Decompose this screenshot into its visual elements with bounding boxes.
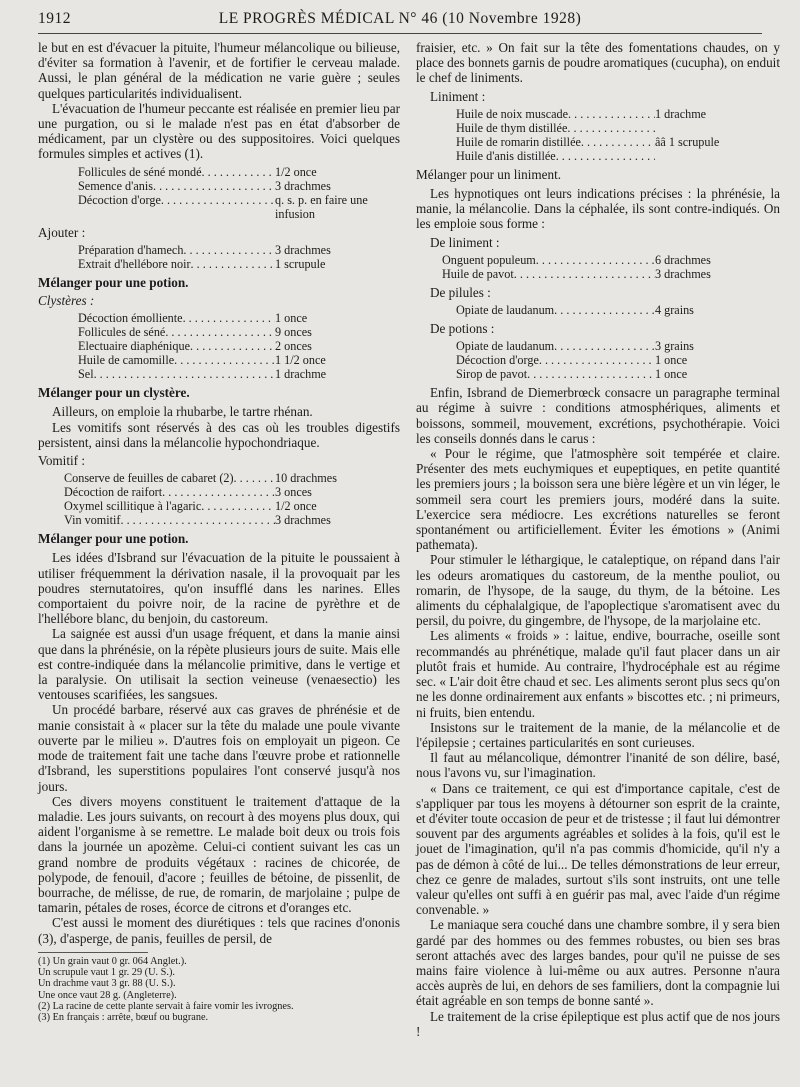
header-rule: [38, 33, 762, 34]
formula-instruction: Mélanger pour un liniment.: [416, 166, 562, 182]
paragraph: Ailleurs, on emploie la rhubarbe, le tartre rhénan.: [52, 404, 313, 420]
paragraph: Les idées d'Isbrand sur l'évacuation de la pituite le poussaient à utiliser fréquemment la dérivation nasale, il la provoquait par les poudres sternutatoires, qu'on insufflé dans les narines. Elles comportaient du poivre noir, de la racine de pyrèthre et de l'hellébore blanc, du benjoin, du castoreum.: [38, 550, 400, 627]
leader-dots: [234, 471, 275, 485]
formula-row: [416, 121, 780, 135]
leader-dots: [190, 339, 275, 353]
paragraph: « Pour le régime, que l'atmosphère soit tempérée et claire. Présenter des mets euchymiques et eupeptiques, en petite quantité les premiers jours ; la boisson sera une bière légère et un vin léger, le sommeil sera court les premiers jours, modéré dans la suite. L'exercice sera médiocre. Les excrétions naturelles se feront spontanément ou artificiellement. Éviter les émotions » (Animi pathemata).: [416, 446, 780, 553]
ingredient-quantity: 10 drachmes: [275, 471, 337, 486]
ingredient-name: Huile de pavot: [442, 266, 514, 281]
paragraph: Il faut au mélancolique, démontrer l'inanité de son délire, basé, nous l'avons vu, sur l'imagination.: [416, 750, 780, 781]
formula-row: [38, 325, 400, 339]
ingredient-name: Semence d'anis: [78, 178, 153, 193]
ingredient-name: Huile de romarin distillée: [456, 134, 581, 149]
leader-dots: [202, 165, 275, 179]
formula-additions: [38, 243, 400, 271]
ingredient-quantity: 3 onces: [275, 485, 312, 500]
footnote-rule: [38, 952, 148, 953]
leader-dots: [568, 107, 655, 121]
ingredient-quantity: 1 once: [655, 367, 688, 382]
section-label-clysteres: Clystères :: [38, 293, 95, 309]
leader-dots: [539, 353, 655, 367]
ingredient-quantity: ââ 1 scrupule: [655, 134, 720, 149]
ingredient-quantity: 1 1/2 once: [275, 353, 326, 368]
ingredient-quantity: 3 drachmes: [655, 266, 711, 281]
formula-instruction: Mélanger pour un clystère.: [38, 385, 190, 401]
formula-row: [38, 513, 400, 527]
formula-row: [416, 353, 780, 367]
ingredient-name: Extrait d'hellébore noir: [78, 256, 191, 271]
ingredient-name: Décoction d'orge: [78, 192, 161, 207]
leader-dots: [161, 193, 275, 221]
formula-de-liniment: [416, 253, 780, 281]
paragraph: Les vomitifs sont réservés à des cas où les troubles digestifs persistent, ainsi dans la mélancolie hypochondriaque.: [38, 419, 400, 450]
paragraph: Le maniaque sera couché dans une chambre sombre, il y sera bien gardé par des hommes ou des femmes robustes, ou bien ses bras seront attachés avec des larges bandes, pour qu'il ne puisse de ses mains faire violence à lui-même ou aux autres. Personne n'aura accès auprès de lui, en dehors de ses familiers, dont la compagnie lui était agréable en son temps de bonne santé ».: [416, 917, 780, 1009]
right-column: [416, 40, 780, 1039]
ingredient-quantity: 3 drachmes: [275, 178, 331, 193]
formula-row: [416, 135, 780, 149]
formula-row: [38, 311, 400, 325]
paragraph: le but en est d'évacuer la pituite, l'humeur mélancolique ou bilieuse, d'éviter sa formation à l'avenir, et de fortifier le cerveau malade. Aussi, le plan général de la médication ne varie guère ; seules quelques particularités individualisent.: [38, 40, 400, 101]
formula-row: [38, 471, 400, 485]
leader-dots: [153, 179, 275, 193]
paragraph: Les hypnotiques ont leurs indications précises : la phrénésie, la manie, la mélancolie. Dans la céphalée, ils sont contre-indiqués. On les emploie sous forme :: [416, 186, 780, 232]
paragraph: Enfin, Isbrand de Diemerbrœck consacre un paragraphe terminal au régime à suivre : conditions atmosphériques, aliments et boissons, sommeil, mouvement, excrétions, psychothérapie. Voici les conseils donnés dans le carus :: [416, 385, 780, 446]
formula-de-pilules: [416, 303, 780, 317]
leader-dots: [183, 311, 275, 325]
paragraph: Les aliments « froids » : laitue, endive, bourrache, oseille sont recommandés au phrénétique, malade qu'il faut placer dans un air plutôt frais et humide. Au contraire, l'hydrocéphale est au régime sec. « L'air doit être chaud et sec. Les aliments seront plus secs qu'on ne les donne ordinairement aux enfants » biscottes etc. ; ni primeurs, ni fruits, bien entendu.: [416, 628, 781, 720]
paragraph: fraisier, etc. » On fait sur la tête des fomentations chaudes, on y place des bonnets garnis de poudre aromatiques (cucupha), on enduit le chef de liniments.: [416, 40, 781, 86]
footnote: (1) Un grain vaut 0 gr. 064 Anglet.).: [38, 955, 187, 967]
formula-row: [38, 243, 400, 257]
formula-row: [38, 165, 400, 179]
paragraph: Ces divers moyens constituent le traitement d'attaque de la maladie. Les jours suivants, on recourt à des moyens plus doux, qui aident l'organisme à se remettre. Le malade boit deux ou trois fois dans la journée un apozème. Celui-ci contient suivant les cas un grand nombre de produits végétaux : racines de chicorée, de polypode, de fenouil, d'acore ; feuilles de bétoine, de pissenlit, de bourrache, de mélisse, de rue, de romarin, de marjolaine ; pulpe de tamarin, pétales de roses, écorce de citrons et d'oranges etc.: [38, 793, 400, 916]
formula-row: [416, 253, 780, 267]
leader-dots: [94, 367, 275, 381]
footnote: Un scrupule vaut 1 gr. 29 (U. S.).: [38, 967, 175, 979]
formula-purgative: [38, 165, 400, 221]
ingredient-name: Opiate de laudanum: [456, 339, 555, 354]
page-header: [38, 10, 762, 32]
formula-row: [38, 179, 400, 193]
paragraph: C'est aussi le moment des diurétiques : tels que racines d'ononis (3), d'asperge, de panis, feuilles de persil, de: [38, 915, 400, 946]
ingredient-quantity: 9 onces: [275, 325, 312, 340]
ingredient-name: Préparation d'hamech: [78, 242, 184, 257]
ingredient-name: Sirop de pavot: [456, 367, 528, 382]
footnotes: [38, 956, 400, 1024]
formula-row: [38, 257, 400, 271]
ingredient-quantity: 1/2 once: [275, 164, 317, 179]
leader-dots: [514, 267, 655, 281]
formula-row: [416, 107, 780, 121]
section-label-liniment: Liniment :: [430, 88, 486, 104]
footnote: (3) En français : arrête, bœuf ou bugrane.: [38, 1012, 209, 1024]
formula-row: [38, 193, 400, 221]
ingredient-name: Follicules de séné: [78, 325, 166, 340]
leader-dots: [567, 121, 655, 135]
ingredient-quantity: 6 drachmes: [655, 252, 711, 267]
formula-vomitif: [38, 471, 400, 527]
formula-row: [38, 485, 400, 499]
ingredient-name: Huile de noix muscade: [456, 106, 569, 121]
ingredient-quantity: [655, 121, 780, 135]
ingredient-name: Huile de thym distillée: [456, 120, 568, 135]
leader-dots: [120, 513, 275, 527]
formula-instruction: Mélanger pour une potion.: [38, 531, 189, 547]
leader-dots: [527, 367, 655, 381]
paragraph: L'évacuation de l'humeur peccante est réalisée en premier lieu par une purgation, ou si le malade n'est pas en état d'absorber de médicament, par un clystère ou des suppositoires. Voici quelques formules simples et actives (1).: [38, 100, 400, 162]
formula-label: Ajouter :: [38, 224, 86, 240]
section-label-de-potions: De potions :: [430, 321, 495, 337]
leader-dots: [183, 243, 275, 257]
ingredient-name: Décoction d'orge: [456, 353, 539, 368]
leader-dots: [174, 353, 275, 367]
formula-row: [416, 267, 780, 281]
formula-liniment: [416, 107, 780, 163]
paragraph: « Dans ce traitement, ce qui est d'importance capitale, c'est de s'appliquer par tous les moyens à détourner son esprit de la crainte, et d'éviter toute occasion de peur et de tristesse ; il faut lui démontrer souvent par des arguments agréables et solides à la fois, qu'il est le jouet de l'imagination, qu'il n'a pas commis d'homicide, qu'il n'y a pas de démon à côté de lui... De telles démonstrations de leur erreur, chez ce genre de malades, surtout s'ils sont instruits, ont une telle valeur qu'elles ont suffi à en guérir pas mal, avec l'aide d'un régime convenable. »: [416, 780, 780, 918]
ingredient-quantity: 3 drachmes: [275, 242, 331, 257]
leader-dots: [536, 253, 655, 267]
ingredient-name: Oxymel scillitique à l'agaric: [64, 499, 202, 514]
ingredient-name: Electuaire diaphénique: [78, 339, 191, 354]
ingredient-quantity: 3 grains: [655, 339, 694, 354]
ingredient-quantity: 1 once: [275, 311, 308, 326]
ingredient-quantity: [655, 149, 780, 163]
ingredient-name: Huile d'anis distillée: [456, 148, 556, 163]
paragraph: Un procédé barbare, réservé aux cas graves de phrénésie et de manie consistait à « placer sur la tête du malade une poule vivante ouverte par le milieu ». D'autres fois on employait un pigeon. Ce mode de traitement fait une tache dans l'œuvre probe et rationnelle d'Isbrand, les superstitions populaires l'ont conservé jusqu'à nos jours.: [38, 702, 400, 794]
paragraph: Le traitement de la crise épileptique est plus actif que de nos jours !: [416, 1008, 780, 1039]
ingredient-name: Opiate de laudanum: [456, 303, 555, 318]
ingredient-quantity: 1 once: [655, 353, 688, 368]
leader-dots: [556, 149, 655, 163]
ingredient-name: Décoction émolliente: [78, 311, 183, 326]
leader-dots: [162, 485, 275, 499]
footnote: (2) La racine de cette plante servait à faire vomir les ivrognes.: [38, 1000, 294, 1012]
paragraph: La saignée est aussi d'un usage fréquent, et dans la manie ainsi que dans la phrénésie, on la répète plusieurs jours de suite. Mais elle est contre-indiquée dans la mélancolie primitive, dans le vertige et la paralysie. On utilisait la section veineuse (venaesectio) les ventouses scarifiées, les sangsues.: [38, 626, 400, 703]
ingredient-name: Huile de camomille: [78, 353, 175, 368]
ingredient-quantity: 1 drachme: [275, 367, 327, 382]
formula-row: [38, 339, 400, 353]
ingredient-name: Vin vomitif: [64, 513, 121, 528]
paragraph: Insistons sur le traitement de la manie, de la mélancolie et de l'épilepsie ; certaines particularités en sont curieuses.: [416, 719, 780, 750]
ingredient-quantity: 1/2 once: [275, 499, 317, 514]
ingredient-name: Onguent populeum: [442, 252, 536, 267]
section-label-de-liniment: De liniment :: [430, 234, 500, 250]
running-title: LE PROGRÈS MÉDICAL N° 46 (10 Novembre 1928): [218, 10, 582, 27]
ingredient-name: Sel: [78, 367, 94, 382]
ingredient-quantity: 1 drachme: [655, 106, 707, 121]
ingredient-name: Follicules de séné mondé: [78, 164, 202, 179]
leader-dots: [191, 257, 275, 271]
ingredient-quantity: 3 drachmes: [275, 513, 331, 528]
formula-row: [416, 149, 780, 163]
ingredient-name: Décoction de raifort: [64, 485, 163, 500]
section-label-vomitif: Vomitif :: [38, 453, 86, 469]
formula-de-potions: [416, 339, 780, 381]
ingredient-quantity: q. s. p. en faire une infusion: [275, 192, 368, 221]
leader-dots: [165, 325, 275, 339]
formula-instruction: Mélanger pour une potion.: [38, 274, 189, 290]
formula-row: [38, 499, 400, 513]
footnote: Un drachme vaut 3 gr. 88 (U. S.).: [38, 978, 176, 990]
ingredient-quantity: 4 grains: [655, 303, 694, 318]
left-column: [38, 40, 400, 1024]
paragraph: Pour stimuler le léthargique, le cataleptique, on répand dans l'air les odeurs aromatiques du castoreum, de la menthe pouliot, ou romarin, de l'hysope, de la sauge, du thym, de la bétoine. Les aliments du céphalalgique, de l'apoplectique s'aromatisent avec du persil, du poivre, du gingembre, de l'hysope, de la marjolaine etc.: [416, 552, 780, 629]
page-number: 1912: [38, 10, 71, 27]
formula-clystere: [38, 311, 400, 381]
formula-row: [416, 303, 780, 317]
formula-row: [416, 367, 780, 381]
leader-dots: [554, 303, 655, 317]
leader-dots: [201, 499, 275, 513]
leader-dots: [554, 339, 655, 353]
ingredient-name: Conserve de feuilles de cabaret (2): [64, 471, 234, 486]
leader-dots: [581, 135, 655, 149]
formula-row: [416, 339, 780, 353]
ingredient-quantity: 2 onces: [275, 339, 312, 354]
formula-row: [38, 353, 400, 367]
section-label-de-pilules: De pilules :: [430, 284, 491, 300]
ingredient-quantity: 1 scrupule: [275, 256, 326, 271]
footnote: Une once vaut 28 g. (Angleterre).: [38, 989, 177, 1001]
formula-row: [38, 367, 400, 381]
